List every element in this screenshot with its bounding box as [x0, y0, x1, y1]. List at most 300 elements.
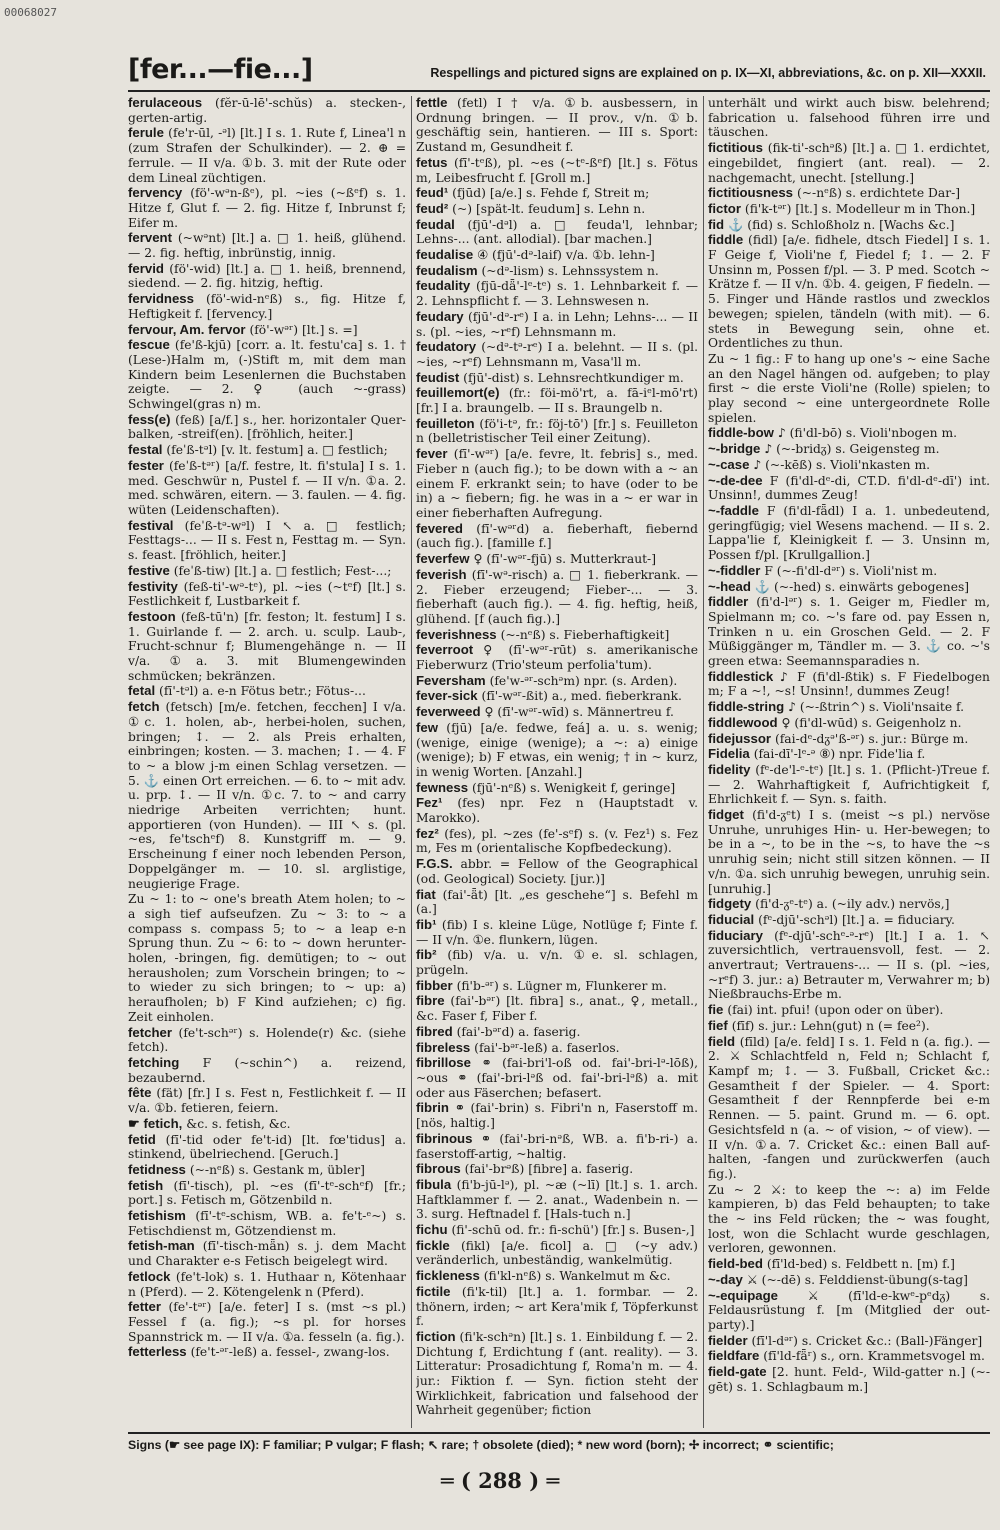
dictionary-entry: [416, 186, 698, 201]
dictionary-entry: [416, 705, 698, 720]
entry-headword: ~-de-dee: [708, 472, 763, 488]
entry-text: (fi'b-ᵊʳ) s. Lügner m, Flunkerer m.: [456, 978, 667, 993]
entry-text: [2. hunt. Feld-, Wild-gatter n.] (~-gēt) s. 1. Schlagbaum m.]: [708, 1365, 990, 1394]
dictionary-entry: [416, 96, 698, 155]
entry-headword: fiddler: [708, 594, 749, 610]
entry-headword: fetid: [128, 1131, 156, 1147]
entry-headword: feverroot: [416, 642, 474, 658]
entry-text: (fᵉ-de'l-ᵉ-tᵉ) [lt.] s. 1. (Pflicht-)Treue f. — 2. Wahrhaftigkeit f, Aufrichtigkeit f, Ehrlichkeit f. — Syn. s. faith.: [708, 762, 990, 807]
entry-headword: ☛ fetich,: [128, 1115, 183, 1131]
dictionary-entry: [708, 670, 990, 699]
signs-legend: Signs (☛ see page IX): F familiar; P vulgar; F flash; ↖ rare; † obsolete (died); * new word (born); ✢ incorrect; ⚭ scientific;: [128, 1432, 990, 1460]
dictionary-columns: [128, 96, 990, 1428]
entry-headword: fieldfare: [708, 1348, 760, 1364]
entry-text: (fi'd-ᵹᵉ-tᵉ) a. (~ily adv.) nervös,]: [755, 897, 950, 912]
dictionary-entry: [708, 504, 990, 563]
entry-headword: fescue: [128, 337, 170, 353]
entry-headword: fervent: [128, 230, 172, 246]
entry-headword: fiducial: [708, 911, 755, 927]
dictionary-entry: [708, 218, 990, 233]
dictionary-entry: [128, 96, 406, 125]
dictionary-entry: [128, 1086, 406, 1115]
entry-headword: ~-faddle: [708, 502, 759, 518]
entry-text: (fai'-bᵊʳ) [lt. fibra] s., anat., ♀, metall., &c. Faser f, Fiber f.: [416, 994, 698, 1024]
entry-headword: feudatory: [416, 339, 477, 355]
dictionary-entry: [708, 474, 990, 503]
entry-text: ♪ (~-bridᵹ) s. Geigensteg m.: [764, 442, 940, 457]
entry-headword: fetlock: [128, 1268, 171, 1284]
entry-headword: fibrinous: [416, 1130, 473, 1146]
entry-headword: fictitiousness: [708, 185, 794, 201]
entry-text: (fjū'-dᵊ-rᵉ) I a. in Lehn; Lehns-... — II s. (pl. ~ies, ~rᵉf) Lehnsmann m.: [416, 309, 698, 339]
entry-headword: fiat: [416, 886, 436, 902]
dictionary-entry: [708, 96, 990, 140]
entry-text: (fik-ti'-schᵊß) [lt.] a. □ 1. erdichtet, eingebildet, fingiert (ant. real). — 2. nachgemacht, unecht. [stellung.]: [708, 141, 990, 185]
entry-text: (~dᵊ-tᵊ-rᵉ) I a. belehnt. — II s. (pl. ~ies, ~rᵉf) Lehnsmann m, Vasa'll m.: [416, 340, 698, 369]
entry-headword: fibred: [416, 1023, 453, 1039]
dictionary-entry: [708, 1334, 990, 1349]
entry-text: (fi'-schū od. fr.: fi-schü') [fr.] s. Busen-,]: [451, 1223, 695, 1238]
entry-headword: festival: [128, 517, 174, 533]
dictionary-entry: [128, 1270, 406, 1299]
entry-headword: fibreless: [416, 1039, 471, 1055]
entry-text: (fī'-wᵊʳ) [a/e. fevre, lt. febris] s., med. Fieber n (auch fig.); to be down with a ~ an einem F. erkrankt sein; to have (oder to be in) a ~ fiebern; fig. he was in a ~ er war in einer fieberhaften Aufregung.: [416, 447, 698, 520]
dictionary-entry: [708, 141, 990, 185]
entry-headword: fevered: [416, 520, 463, 536]
entry-headword: ferulaceous: [128, 96, 203, 110]
entry-headword: fetter: [128, 1299, 161, 1315]
dictionary-entry: [708, 564, 990, 579]
entry-text: (fö'-wᵊn-ßᵉ), pl. ~ies (~ßᵉf) s. 1. Hitze f, Glut f. — 2. fig. Hitze f, Inbrunst f; Eifer m.: [128, 186, 406, 230]
entry-text: unterhält und wirkt auch bisw. belehrend; fabrication u. falsehood führen irre und täuschen.: [708, 96, 990, 140]
entry-headword: fibber: [416, 977, 453, 993]
dictionary-entry: [708, 808, 990, 896]
entry-text: (fjū'-nᵉß) s. Wenigkeit f, geringe]: [471, 780, 676, 795]
dictionary-entry: [128, 1345, 406, 1360]
entry-text: (fe'-tᵊʳ) [a/e. feter] I s. (mst ~s pl.) Fessel f (a. fig.); ~s pl. for horses Spannstrick m. — II v/a. ①a. fesseln (a. fig.).: [128, 1300, 406, 1344]
entry-headword: fictile: [416, 1283, 451, 1299]
dictionary-entry: [416, 1178, 698, 1222]
entry-text: F (~schin^) a. reizend, bezaubernd.: [128, 1056, 406, 1085]
dictionary-entry: [416, 1239, 698, 1268]
entry-text: (fī'ld-bed) s. Feldbett n. [m) f.]: [766, 1257, 955, 1272]
entry-headword: fiddlewood: [708, 714, 778, 730]
entry-headword: Fidelia: [708, 746, 750, 762]
entry-text: (fĕr-ū-lē'-schŭs) a. stecken-, gerten-artig.: [128, 96, 406, 125]
entry-text: (fai'-ǟt) [lt. „es geschehe“] s. Befehl m (a.]: [416, 887, 698, 917]
dictionary-entry: [416, 827, 698, 856]
entry-headword: fidget: [708, 807, 744, 823]
entry-headword: feudist: [416, 369, 460, 385]
entry-headword: fettle: [416, 96, 448, 110]
entry-text: (fät) [fr.] I s. Fest n, Festlichkeit f. — II v/a. ①b. fetieren, feiern.: [128, 1086, 406, 1116]
entry-headword: fickle: [416, 1237, 450, 1253]
entry-headword: fête: [128, 1085, 152, 1101]
entry-headword: fervidness: [128, 291, 194, 307]
dictionary-entry: [416, 417, 698, 446]
entry-text: (fö'-wᵊʳ) [lt.] s. =]: [249, 322, 358, 337]
entry-text: (fjū) [a/e. fedwe, feá] a. u. s. wenig; (wenige, einige (wenige); a ~: a) einige (wenige); b) F etwas, ein wenig; † in ~ kurz, in wenig Worten. [Anzahl.]: [416, 720, 698, 779]
entry-headword: few: [416, 719, 438, 735]
entry-headword: feudalise: [416, 247, 474, 263]
dictionary-entry: [708, 1003, 990, 1018]
entry-text: (fi'd-ᵹᵉt) I s. (meist ~s pl.) nervöse Unruhe, unruhiges Hin- u. Her-bewegen; to be in a ~, to be in the ~s, to have the ~s unruhig sein; nicht still sitzen können. — II v/n. ①a. sich unruhig bewegen, unruhig sein. [unruhig.]: [708, 808, 990, 896]
dictionary-entry: [416, 1056, 698, 1100]
entry-headword: fib²: [416, 947, 437, 963]
dictionary-entry: [128, 684, 406, 699]
entry-text: (fai-dī'-lᵉ-ᵊ ⑧) npr. Fide'lia f.: [753, 747, 926, 762]
entry-headword: fetch: [128, 699, 160, 715]
column-rule: [703, 96, 704, 1428]
entry-headword: fibula: [416, 1176, 452, 1192]
entry-text: (fai'-brᵊß) [fibre] a. faserig.: [464, 1162, 634, 1177]
entry-headword: fibre: [416, 993, 445, 1009]
dictionary-entry: [128, 610, 406, 684]
entry-text: (fīld) [a/e. feld] I s. 1. Feld n (a. fig.). — 2. ⚔ Schlachtfeld n, Feld n; Schlacht f, Kampf m; ↕. — 3. Fußball, Cricket &c.: Gesamtheit f der Spieler. — 4. Sport: Gesamtheit f der Rennpferde bei e-m Rennen. — 5. paint. Grund m. — 6. opt. Gesichtsfeld n (a. ~ of vision, ~ of view). — II v/n. ①a. 7. Cricket &c.: einen Ball auf-halten, -fangen und zurückwerfen (auch fig.).: [708, 1034, 990, 1181]
entry-text: (fī'-wᵊ-risch) a. □ 1. fieberkrank. — 2. Fieber erzeugend; Fieber-... — 3. fieberhaft (auch fig.). — 4. fig. heftig, heiß, glühend. [f (auch fig.).]: [416, 567, 698, 626]
entry-headword: fetal: [128, 683, 156, 699]
entry-headword: fief: [708, 1017, 728, 1033]
entry-text: ♪ F (fi'dl-ßtik) s. F Fiedelbogen m; F a ~!, ~s! Unsinn!, dummes Zeug!: [708, 669, 990, 699]
entry-text: (fe't-ᵊʳ-leß) a. fessel-, zwang-los.: [190, 1345, 390, 1360]
dictionary-entry: [128, 892, 406, 1024]
dictionary-entry: [416, 310, 698, 339]
dictionary-entry: [128, 126, 406, 185]
dictionary-entry: [416, 371, 698, 386]
entry-headword: fess(e): [128, 411, 171, 427]
entry-text: (~wᵊnt) [lt.] a. □ 1. heiß, glühend. — 2. fig. heftig, inbrünstig, innig.: [128, 231, 406, 261]
entry-text: (fi'k-tᵊʳ) [lt.] s. Modelleur m in Thon.]: [744, 201, 976, 216]
entry-headword: fictor: [708, 200, 741, 216]
entry-headword: fetishism: [128, 1208, 186, 1224]
entry-headword: fetcher: [128, 1024, 172, 1040]
entry-headword: fervency: [128, 185, 183, 201]
page-number: ═ ( 288 ) ═: [440, 1468, 560, 1493]
entry-text: (fib) I s. kleine Lüge, Notlüge f; Finte f. — II v/n. ①e. flunkern, lügen.: [416, 917, 698, 947]
entry-headword: feverweed: [416, 704, 481, 720]
dictionary-entry: [128, 1209, 406, 1238]
entry-headword: fib¹: [416, 916, 437, 932]
entry-headword: fetterless: [128, 1344, 187, 1360]
entry-headword: fibrous: [416, 1161, 461, 1177]
entry-headword: fidelity: [708, 761, 751, 777]
entry-text: F (fi'dl-fǟdl) I a. 1. unbedeutend, geringfügig; viel Wesens machend. — II s. 2. Lappa'lie f, Kleinigkeit f. — 3. Unsinn m, Possen f/pl. [Krullgallion.]: [708, 503, 990, 563]
entry-text: (fetsch) [m/e. fetchen, fecchen] I v/a. ①c. 1. holen, ab-, herbei-holen, suchen, bringen; ↕. — 2. als Preis erhalten, einbringen; kosten. — 3. machen; ↕. — 4. F to ~ a blow j-m einen Schlag versetzen. — 5. ⚓ einen Ort erreichen. — 6. to ~ mit adv. u. prp. ↕. — II v/n. ①c. 7. to ~ and carry niedrige Arbeiten verrichten; hunt. apportieren (von Hunden). — III ↖ s. (pl. ~es, fe'tschᵉf) 8. Kunstgriff m. — 9. Erscheinung f einer noch lebenden Person, Doppelgänger m. — 10. sl. arglistige, neugierige Frage.: [128, 700, 406, 891]
entry-text: (feˈß-tᵊ-wᵊl) I ↖ a. □ festlich; Festtags-... — II s. Fest n, Festtag m. — Syn. s. feast. [fröhlich, heiter.]: [128, 518, 406, 563]
entry-headword: field-bed: [708, 1256, 763, 1272]
dictionary-entry: [708, 1289, 990, 1333]
entry-headword: Feversham: [416, 672, 486, 688]
entry-headword: feudalism: [416, 262, 478, 278]
entry-headword: fiddle: [708, 232, 744, 248]
dictionary-entry: [416, 948, 698, 977]
dictionary-entry: [128, 580, 406, 609]
entry-text: Zu ~ 1: to ~ one's breath Atem holen; to ~ a sigh tief aufseufzen. Zu ~ 3: to ~ a compass s. compass 5; to ~ a leap e-n Sprung thun. Zu ~ 6: to ~ down herunter-holen, -bringen, fig. demütigen; to ~ out herausholen; zum Vorschein bringen; to ~ to wieder zu sich bringen; to ~ up: a) heraufholen; b) F Kind aufziehen; c) fig. Zeit einholen.: [128, 892, 406, 1024]
dictionary-entry: [416, 340, 698, 369]
entry-text: (fib) v/a. u. v/n. ①e. sl. schlagen, prügeln.: [416, 948, 698, 978]
dictionary-entry: [128, 1179, 406, 1208]
dictionary-entry: [128, 1133, 406, 1162]
entry-headword: feud²: [416, 200, 449, 216]
entry-text: (fikl) [a/e. ficol] a. □ (~y adv.) veränderlich, unbeständig, wankelmütig.: [416, 1238, 698, 1268]
entry-headword: fiddle-string: [708, 699, 785, 715]
dictionary-entry: [416, 979, 698, 994]
entry-headword: fiduciary: [708, 927, 763, 943]
entry-headword: feudality: [416, 278, 471, 294]
dictionary-entry: [416, 447, 698, 521]
entry-text: (fai) int. pfui! (upon oder on über).: [727, 1003, 944, 1018]
entry-text: (fᵉ-djū'-schᵊl) [lt.] a. = fiduciary.: [758, 912, 955, 927]
dictionary-entry: [416, 918, 698, 947]
dictionary-entry: [708, 352, 990, 426]
dictionary-entry: [416, 386, 698, 415]
entry-headword: feuillemort(e): [416, 385, 500, 401]
entry-text: ⚭ (fai'-bri-nᵊß, WB. a. fi'b-ri-) a. faserstoff-artig, ~haltig.: [416, 1131, 698, 1161]
header-note: Respellings and pictured signs are explained on p. IX—XI, abbreviations, &c. on p. XII—XXXII.: [430, 66, 986, 80]
entry-text: (feˈß-tᵊl) [v. lt. festum] a. □ festlich;: [166, 443, 388, 458]
dictionary-entry: [416, 781, 698, 796]
dictionary-entry: [416, 552, 698, 567]
entry-text: ⚔ (~-dē) s. Felddienst-übung(s-tag]: [746, 1272, 968, 1287]
entry-text: ♪ (~-ßtrin^) s. Violi'nsaite f.: [788, 700, 965, 715]
dictionary-entry: [708, 1273, 990, 1288]
entry-headword: field: [708, 1033, 736, 1049]
entry-text: (fᵉ-djū'-schᵉ-ᵊ-rᵉ) [lt.] I a. 1. ↖ zuversichtlich, vertrauensvoll, fest. — 2. anvertraut; Vertrauens-... — II s. (pl. ~ies, ~rᵉf) 3. jur.: a) Betrauter m, Verwahrer m; b) Nießbrauchs-Erbe m.: [708, 928, 990, 1002]
entry-text: (fī'-tisch), pl. ~es (fī'-tᵉ-schᵉf) [fr.; port.] s. Fetisch m, Götzenbild n.: [128, 1178, 406, 1208]
dictionary-entry: [128, 1056, 406, 1085]
entry-headword: ~-bridge: [708, 441, 761, 457]
entry-text: (fī'-wᵊʳ-ßit) a., med. fieberkrank.: [481, 689, 682, 704]
dictionary-entry: [416, 994, 698, 1023]
dictionary-entry: [708, 202, 990, 217]
entry-headword: fielder: [708, 1332, 748, 1348]
entry-text: (fö'-wid-nᵉß) s., fig. Hitze f, Heftigkeit f. [fervency.]: [128, 292, 406, 321]
entry-text: (~) [spät-lt. feudum] s. Lehn n.: [452, 201, 646, 216]
dictionary-entry: [708, 913, 990, 928]
entry-headword: field-gate: [708, 1364, 767, 1380]
dictionary-entry: [708, 1365, 990, 1394]
entry-text: (fai-dᵉ-dᵹᵊ'ß-ᵊʳ) s. jur.: Bürge m.: [774, 731, 969, 746]
entry-headword: fez²: [416, 825, 439, 841]
dictionary-entry: [708, 1349, 990, 1364]
entry-text: (fī'ld-fǟʳ) s., orn. Krammetsvogel m.: [763, 1349, 985, 1364]
dictionary-entry: [128, 1239, 406, 1268]
scan-id: 00068027: [4, 6, 57, 19]
dictionary-entry: [416, 1162, 698, 1177]
dictionary-entry: [128, 443, 406, 458]
dictionary-entry: [416, 279, 698, 308]
entry-headword: fetus: [416, 154, 448, 170]
dictionary-entry: [416, 568, 698, 627]
dictionary-entry: [708, 233, 990, 351]
dictionary-entry: [416, 1330, 698, 1418]
entry-text: (fī'l-dᵊʳ) s. Cricket &c.: (Ball-)Fänger]: [751, 1333, 983, 1348]
entry-text: Zu ~ 1 fig.: F to hang up one's ~ eine Sache an den Nagel hängen od. aufgeben; to play first ~ die erste Violi'ne (Rolle) spielen; to play second ~ eine untergeordnete Rolle spielen.: [708, 351, 990, 425]
entry-text: (fe'w-ᵊʳ-schᵊm) npr. (s. Arden).: [489, 673, 678, 688]
entry-headword: fiddle-bow: [708, 425, 774, 441]
entry-text: ⚓ (~-hed) s. einwärts gebogenes]: [754, 579, 970, 594]
entry-headword: ~-fiddler: [708, 562, 761, 578]
dictionary-entry: [416, 1269, 698, 1284]
entry-text: (feß-tū'n) [fr. feston; lt. festum] I s. 1. Guirlande f. — 2. arch. u. sculp. Laub-, Frucht-schnur f; Blumengehänge n. — II v/a. ①a. 3. mit Blumengewinden schmücken; bekränzen.: [128, 609, 406, 683]
entry-headword: fester: [128, 457, 164, 473]
entry-text: (fi'kl-nᵉß) s. Wankelmut m &c.: [483, 1269, 671, 1284]
entry-headword: fidgety: [708, 896, 752, 912]
entry-headword: ~-equipage: [708, 1287, 778, 1303]
entry-headword: fictitious: [708, 140, 763, 156]
dictionary-entry: [416, 857, 698, 886]
dictionary-entry: [708, 716, 990, 731]
entry-text: (fetl) I † v/a. ①b. ausbessern, in Ordnung bringen. — II prov., v/n. ①b. geschäftig sein, hantieren. — III s. Sport: Zustand m, Gesundheit f.: [416, 96, 698, 155]
entry-headword: ~-head: [708, 578, 751, 594]
entry-text: (fai'-bᵊʳd) a. faserig.: [456, 1024, 581, 1039]
dictionary-entry: [708, 732, 990, 747]
dictionary-entry: [128, 338, 406, 412]
entry-text: (fi'b-jū-lᵊ), pl. ~æ (~lī) [lt.] s. 1. arch. Haftklammer f. — 2. anat., Wadenbein n. — 3. surg. Heftnadel f. [Hals-tuch n.]: [416, 1177, 698, 1222]
entry-text: (fī'-wᵊʳd) a. fieberhaft, fiebernd (auch fig.). [famille f.]: [416, 521, 698, 551]
entry-text: (fī'-tᵉß), pl. ~es (~tᵉ-ßᵉf) [lt.] s. Fötus m, Leibesfrucht f. [Groll m.]: [416, 155, 698, 185]
entry-headword: fibrin: [416, 1100, 449, 1116]
dictionary-entry: [708, 595, 990, 669]
dictionary-entry: [708, 186, 990, 201]
entry-text: (fö'i-tᵊ, fr.: föj-tō') [fr.] s. Feuilleton n (belletristischer Teil einer Zeitung).: [416, 416, 698, 446]
entry-text: ♀ (fī'-wᵊʳ-fjū) s. Mutterkraut-]: [473, 552, 657, 567]
entry-headword: fidejussor: [708, 730, 772, 746]
entry-headword: F.G.S.: [416, 856, 453, 872]
entry-headword: fetish-man: [128, 1238, 195, 1254]
entry-headword: fie: [708, 1002, 724, 1018]
dictionary-entry: [416, 796, 698, 825]
guide-words: [fer...—fie...]: [128, 54, 313, 85]
entry-text: ♀ (fi'dl-wūd) s. Geigenholz n.: [781, 715, 962, 730]
dictionary-entry: [416, 1223, 698, 1238]
entry-headword: fid: [708, 216, 725, 232]
dictionary-entry: [416, 522, 698, 551]
entry-text: (fe't-schᵊʳ) s. Holende(r) &c. (siehe fetch).: [128, 1025, 406, 1055]
entry-headword: feudal: [416, 216, 455, 232]
dictionary-entry: [128, 1026, 406, 1055]
entry-text: (feß) [a/f.] s., her. horizontaler Quer-balken, -streif(en). [fröhlich, heiter.]: [128, 412, 406, 442]
entry-text: Zu ~ 2 ⚔: to keep the ~: a) im Felde kampieren, b) das Feld behaupten; to take the ~ ins Feld rücken; the ~ was fought, lost, won die Schlacht wurde geschlagen, verloren, gewonnen.: [708, 1182, 990, 1256]
dictionary-entry: [708, 747, 990, 762]
entry-headword: ferule: [128, 125, 164, 141]
entry-text: ⚓ (fid) s. Schloßholz n. [Wachs &c.]: [728, 217, 955, 232]
entry-headword: fetching: [128, 1055, 180, 1070]
entry-text: ⚭ (fai-bri'l-oß od. fai'-bri-lᵊ-lōß), ~ous ⚭ (fai'-bri-lᵊß od. fai'-bri-lᵊß) a. mit oder aus Fäserchen; befasert.: [416, 1056, 698, 1100]
entry-text: &c. s. fetish, &c.: [186, 1116, 291, 1131]
dictionary-entry: [708, 1183, 990, 1257]
entry-text: (fjū-dǟ'-lᵉ-tᵉ) s. 1. Lehnbarkeit f. — 2. Lehnspflicht f. — 3. Lehnswesen n.: [416, 279, 698, 309]
column-1: [128, 96, 406, 1428]
entry-headword: feverish: [416, 566, 467, 582]
entry-text: (fjūd) [a/e.] s. Fehde f, Streit m;: [452, 186, 650, 201]
dictionary-entry: [128, 1300, 406, 1344]
dictionary-entry: [708, 1019, 990, 1034]
dictionary-entry: [128, 700, 406, 891]
entry-text: ⚔ (fī'ld-e-kwᵉ-pᵉdᵹ) s. Feldausrüstung f. [m (Mitglied der out-party).]: [708, 1288, 990, 1332]
dictionary-entry: [128, 519, 406, 563]
dictionary-entry: [708, 763, 990, 807]
entry-text: (~-nᵉß) s. erdichtete Dar-]: [796, 186, 961, 201]
entry-headword: festivity: [128, 578, 178, 594]
dictionary-entry: [416, 1101, 698, 1130]
entry-text: (fai'-bᵊʳ-leß) a. faserlos.: [474, 1040, 620, 1055]
entry-text: (fö'-wid) [lt.] a. □ 1. heiß, brennend, siedend. — 2. fig. hitzig, heftig.: [128, 261, 406, 291]
dictionary-entry: [128, 564, 406, 579]
column-3: [708, 96, 990, 1428]
dictionary-entry: [708, 1257, 990, 1272]
entry-headword: fiction: [416, 1328, 456, 1344]
entry-text: ♀ (fī'-wᵊʳ-rūt) s. amerikanische Fieberwurz (Trio'steum perfolia'tum).: [416, 643, 698, 673]
dictionary-entry: [416, 628, 698, 643]
entry-text: (~dᵊ-lism) s. Lehnssystem n.: [481, 263, 659, 278]
dictionary-entry: [416, 1132, 698, 1161]
entry-headword: fibrillose: [416, 1055, 471, 1071]
dictionary-entry: [128, 231, 406, 260]
dictionary-entry: [708, 929, 990, 1003]
entry-headword: fervour, Am. fervor: [128, 321, 246, 337]
entry-text: ♀ (fī'-wᵊʳ-wīd) s. Männertreu f.: [484, 705, 674, 720]
dictionary-entry: [416, 689, 698, 704]
entry-text: (fi'd-lᵊʳ) s. 1. Geiger m, Fiedler m, Spielmann m; co. ~'s fare od. pay Essen n, Trinken n u. ein Groschen Geld. — 2. F Müßiggänger m, Tändler m. — 3. ⚓ co. ~'s green etwa: Seemannsparadies n.: [708, 595, 990, 669]
dictionary-entry: [128, 186, 406, 230]
dictionary-entry: [416, 202, 698, 217]
entry-text: (~-nᵉß) s. Fieberhaftigkeit]: [500, 627, 670, 642]
entry-text: (fī'-tᵊl) a. e-n Fötus betr.; Fötus-...: [159, 684, 366, 699]
entry-headword: fever: [416, 446, 448, 462]
entry-text: ♪ (~-kēß) s. Violi'nkasten m.: [753, 457, 931, 472]
dictionary-entry: [416, 643, 698, 672]
entry-text: (fe't-lok) s. 1. Huthaar n, Kötenhaar n (Pferd). — 2. Kötengelenk n (Pferd).: [128, 1269, 406, 1299]
entry-text: (fidl) [a/e. fidhele, dtsch Fiedel] I s. 1. F Geige f, Violi'ne f, Fiedel f; ↕. — 2. F Unsinn m, Possen f/pl. — 3. P med. Scotch ~ Krätze f. — II v/n. ①b. 4. geigen, F fiedeln. — 5. Finger und Hände rastlos und zwecklos bewegen; spielen, tändeln (with mit). — 6. stets in Bewegung sein, ohne et. Ordentliches zu thun.: [708, 233, 990, 351]
entry-headword: feud¹: [416, 185, 449, 201]
entry-text: (fi'k-schᵊn) [lt.] s. 1. Einbildung f. — 2. Dichtung f, Erdichtung f (ant. reality). — 3. Litteratur: Prosadichtung f, Roma'n m. — 4. jur.: Fiktion f. — Syn. fiction steht der Wirklichkeit, fabrication und falsehood der Wahrheit gegenüber; fiction: [416, 1329, 698, 1418]
entry-headword: ~-day: [708, 1271, 743, 1287]
entry-headword: fiddlestick: [708, 668, 774, 684]
dictionary-entry: [416, 721, 698, 780]
entry-headword: festive: [128, 562, 170, 578]
dictionary-entry: [416, 1285, 698, 1329]
entry-headword: ~-case: [708, 456, 750, 472]
entry-headword: festoon: [128, 608, 176, 624]
dictionary-entry: [128, 459, 406, 518]
entry-headword: fever-sick: [416, 688, 478, 704]
entry-text: (fes) npr. Fez n (Hauptstadt v. Marokko).: [416, 796, 698, 826]
entry-text: (feˈß-tiw) [lt.] a. □ festlich; Fest-...;: [173, 563, 392, 578]
dictionary-entry: [708, 700, 990, 715]
entry-text: (fi'k-til) [lt.] a. 1. formbar. — 2. thönern, irden; ~ art Kera'mik f, Töpferkunst f.: [416, 1284, 698, 1329]
entry-text: (fe'ß-kjū) [corr. a. lt. festu'ca] s. 1. † (Lese-)Halm m, (-)Stift m, mit dem man Kindern beim Lesenlernen die Buchstaben zeigte. — 2. ♀ (auch ~-grass) Schwingel(gras n) m.: [128, 338, 406, 412]
entry-text: (fī'-tid oder fe't-id) [lt. fœ'tidus] a. stinkend, übelriechend. [Geruch.]: [128, 1132, 406, 1162]
entry-text: (feˈß-tᵊʳ) [a/f. festre, lt. fi'stula] I s. 1. med. Geschwür n, Pustel f. — II v/n. ①a. 2. med. schwären, eitern. — 3. faulen. — 4. fig. wüten (Leidenschaften).: [128, 458, 406, 517]
entry-headword: fervid: [128, 260, 164, 276]
dictionary-entry: [128, 413, 406, 442]
dictionary-entry: [416, 218, 698, 247]
column-rule: [411, 96, 412, 1428]
entry-text: (~-nᵉß) s. Gestank m, übler]: [189, 1162, 365, 1177]
entry-headword: fetidness: [128, 1161, 186, 1177]
entry-text: F (fi'dl-dᵉ-di, CT.D. fi'dl-dᵉ-dī') int. Unsinn!, dummes Zeug!: [708, 473, 990, 503]
dictionary-entry: [416, 248, 698, 263]
page-header: [128, 54, 990, 92]
entry-headword: fewness: [416, 779, 469, 795]
entry-text: (fī'-tisch-mǟn) s. j. dem Macht und Charakter e-s Fetisch beigelegt wird.: [128, 1239, 406, 1269]
entry-headword: fetish: [128, 1177, 164, 1193]
dictionary-entry: [128, 323, 406, 338]
entry-headword: feuilleton: [416, 415, 475, 431]
dictionary-entry: [128, 262, 406, 291]
entry-text: (fjū'-dist) s. Lehnsrechtkundiger m.: [463, 370, 684, 385]
